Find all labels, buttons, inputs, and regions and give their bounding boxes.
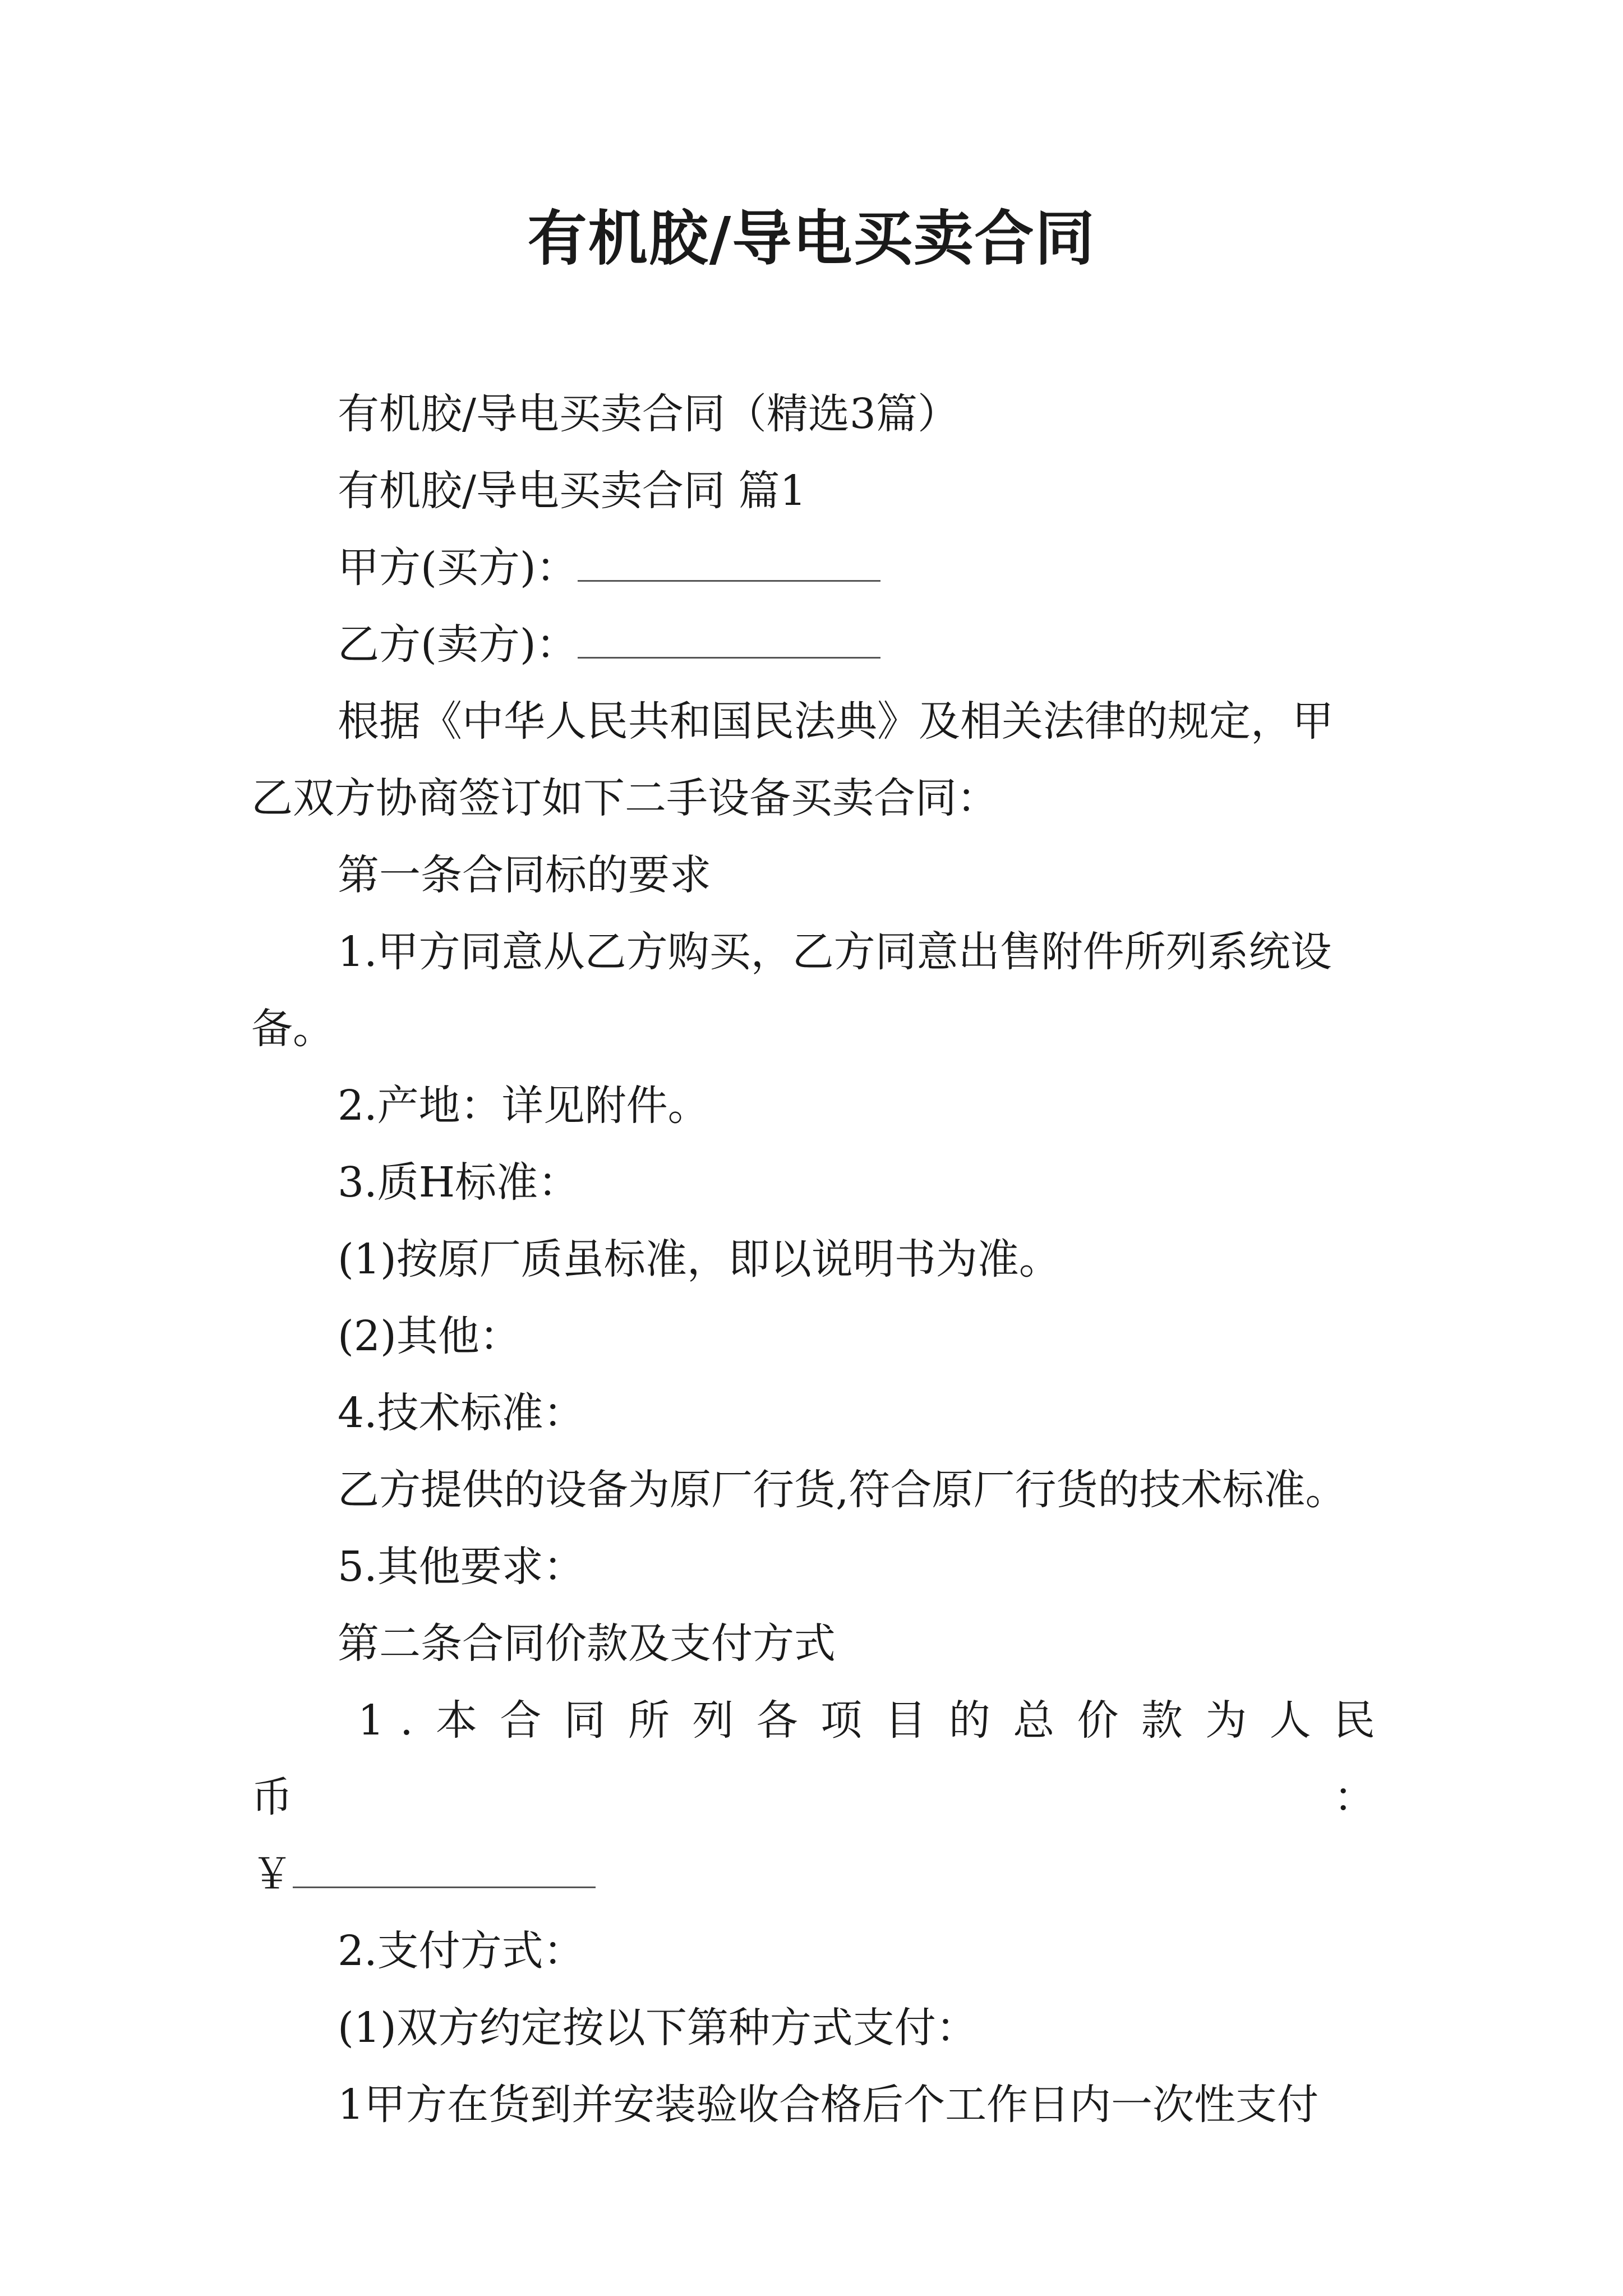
- item3: 3.质H标准：: [338, 1158, 580, 1207]
- party-a-label: 甲方(买方)：: [338, 544, 578, 592]
- currency-symbol: ￥: [251, 1850, 293, 1898]
- party-a-line: [251, 530, 1391, 606]
- item1-line-1: 1.甲方同意从乙方购买，乙方同意出售附件所列系统设: [338, 928, 1332, 976]
- intro-line-1: 根据《中华人民共和国民法典》及相关法律的规定，甲: [338, 697, 1334, 746]
- party-b-line: [251, 606, 1391, 683]
- article2-title: 第二条合同价款及支付方式: [338, 1619, 836, 1668]
- item3-sub2: (2)其他：: [338, 1312, 521, 1360]
- document-title: 有机胶/导电买卖合同: [527, 203, 1096, 273]
- payment-sub1: (1)双方约定按以下第种方式支付：: [338, 2004, 978, 2052]
- item1-line-2: 备。: [251, 1005, 334, 1053]
- item5: 5.其他要求：: [338, 1543, 585, 1591]
- party-b-label: 乙方(卖方)：: [338, 620, 578, 669]
- item4: 4.技术标准：: [338, 1389, 585, 1437]
- party-a-blank: [578, 542, 880, 582]
- party-b-blank: [578, 619, 880, 659]
- item3-sub1: (1)按原厂质虽标准，即以说明书为准。: [338, 1235, 1061, 1283]
- intro-line-2: 乙双方协商签订如下二手设备买卖合同：: [251, 774, 998, 822]
- price-line-1: 1.本合同所列各项目的总价款为人民币：: [251, 1696, 1391, 1821]
- payment-title: 2.支付方式：: [338, 1927, 585, 1975]
- price-line-2: [251, 1836, 1391, 1913]
- item4-detail: 乙方提供的设备为原厂行货,符合原厂行货的技术标准。: [338, 1466, 1347, 1514]
- price-blank: [293, 1849, 596, 1888]
- article1-title: 第一条合同标的要求: [338, 851, 711, 899]
- item2: 2.产地：详见附件。: [338, 1082, 709, 1130]
- section-heading: 有机胶/导电买卖合同 篇1: [338, 467, 806, 515]
- payment-option1: 1甲方在货到并安装验收合格后个工作日内一次性支付: [338, 2081, 1319, 2129]
- document-body: [251, 376, 1391, 2143]
- subtitle: 有机胶/导电买卖合同（精选3篇）: [338, 390, 960, 438]
